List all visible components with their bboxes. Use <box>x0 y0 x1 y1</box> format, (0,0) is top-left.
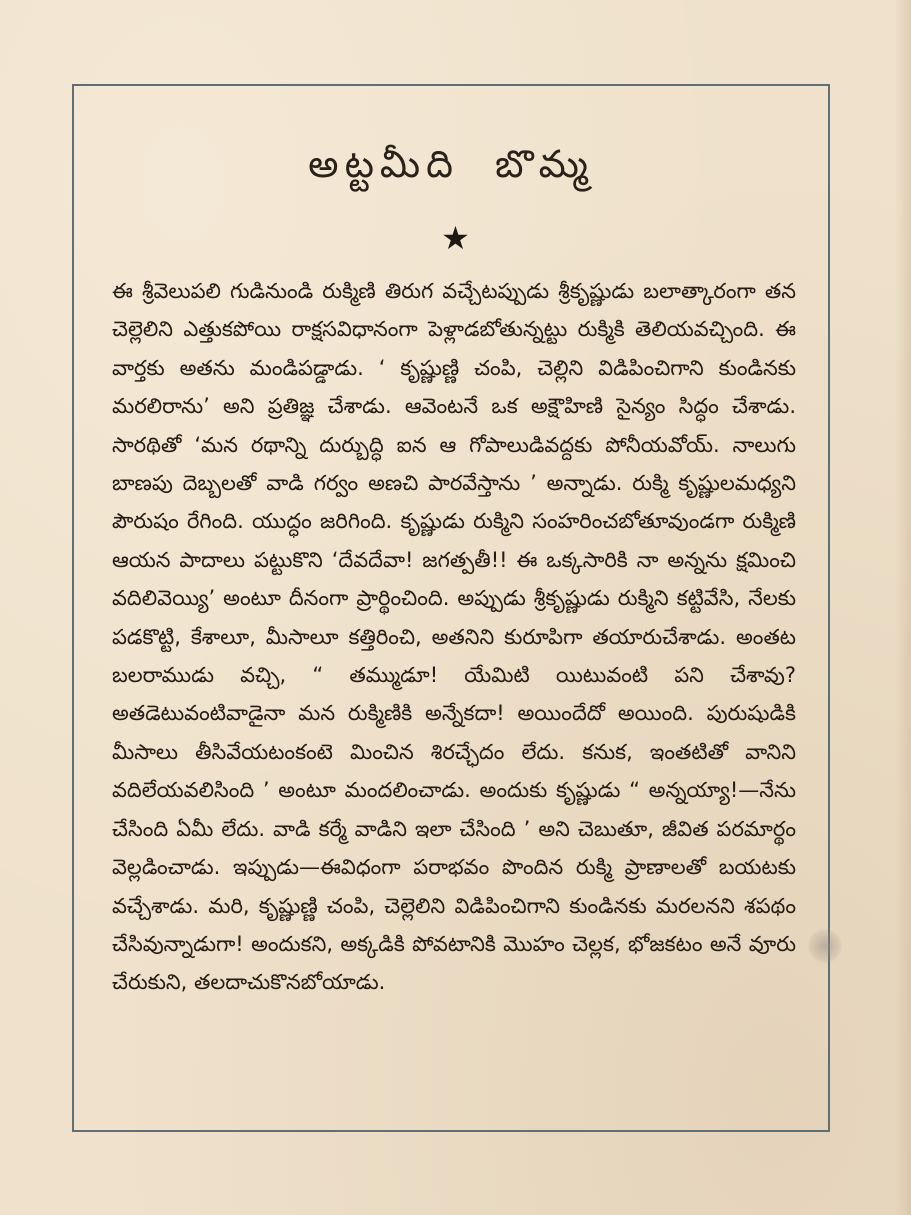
page-title: అట్టమీది బొమ్మ <box>308 142 594 186</box>
story-paragraph: ఈ శ్రీవెలుపలి గుడినుండి రుక్మిణి తిరుగ వచ్చేటప్పుడు శ్రీకృష్ణుడు బలాత్కారంగా తన చెల్లెలిని ఎత్తుకపోయి రాక్షసవిధానంగా పెళ్లాడబోతున్నట్టు రుక్మికి తెలియవచ్చింది. ఈ వార్తకు అతను మండిపడ్డాడు. ‘ కృష్ణుణ్ణి చంపి, చెల్లిని విడిపించిగాని కుండినకు మరలిరాను’ అని ప్రతిజ్ఞ చేశాడు. ఆవెంటనే ఒక అక్షౌహిణి సైన్యం సిద్ధం చేశాడు. సారథితో ‘మన రథాన్ని దుర్బుద్ధి ఐన ఆ గోపాలుడివద్దకు పోనీయవోయ్. నాలుగు బాణపు దెబ్బలతో వాడి గర్వం అణచి పారవేస్తాను ’ అన్నాడు. రుక్మి కృష్ణులమధ్యని పౌరుషం రేగింది. యుద్ధం జరిగింది. కృష్ణుడు రుక్మిని సంహరించబోతూవుండగా రుక్మిణి ఆయన పాదాలు పట్టుకొని ‘దేవదేవా! జగత్పతీ!! ఈ ఒక్కసారికి నా అన్నను క్షమించి వదిలివెయ్యి’ అంటూ దీనంగా ప్రార్థించింది. అప్పుడు శ్రీకృష్ణుడు రుక్మిని కట్టివేసి, నేలకు పడకొట్టి, కేశాలూ, మీసాలూ కత్తిరించి, అతనిని కురూపిగా తయారుచేశాడు. అంతట బలరాముడు వచ్చి, “ తమ్ముడూ! యేమిటి యిటువంటి పని చేశావు? అతడెటువంటివాడైనా మన రుక్మిణికి అన్నేకదా! అయిందేదో అయింది. పురుషుడికి మీసాలు తీసివేయటంకంటె మించిన శిరచ్ఛేదం లేదు. కనుక, ఇంతటితో వానిని వదిలేయవలిసింది ’ అంటూ మందలించాడు. అందుకు కృష్ణుడు “ అన్నయ్యా!—నేను చేసింది ఏమీ లేదు. వాడి కర్మే వాడిని ఇలా చేసింది ’ అని చెబుతూ, జీవిత పరమార్థం వెల్లడించాడు. ఇప్పుడు—ఈవిధంగా పరాభవం పొందిన రుక్మి ప్రాణాలతో బయటకు వచ్చేశాడు. మరి, కృష్ణుణ్ణి చంపి, చెల్లెలిని విడిపించిగాని కుండినకు మరలనని శపథం చేసివున్నాడుగా! అందుకని, అక్కడికి పోవటానికి మొహం చెల్లక, భోజకటం అనే వూరు చేరుకుని, తలదాచుకొనబోయాడు. <box>112 279 796 995</box>
page-fold-shadow <box>895 0 911 1215</box>
star-icon: ★ <box>441 219 470 257</box>
paper-stain <box>808 928 842 964</box>
story-text <box>112 272 796 1002</box>
